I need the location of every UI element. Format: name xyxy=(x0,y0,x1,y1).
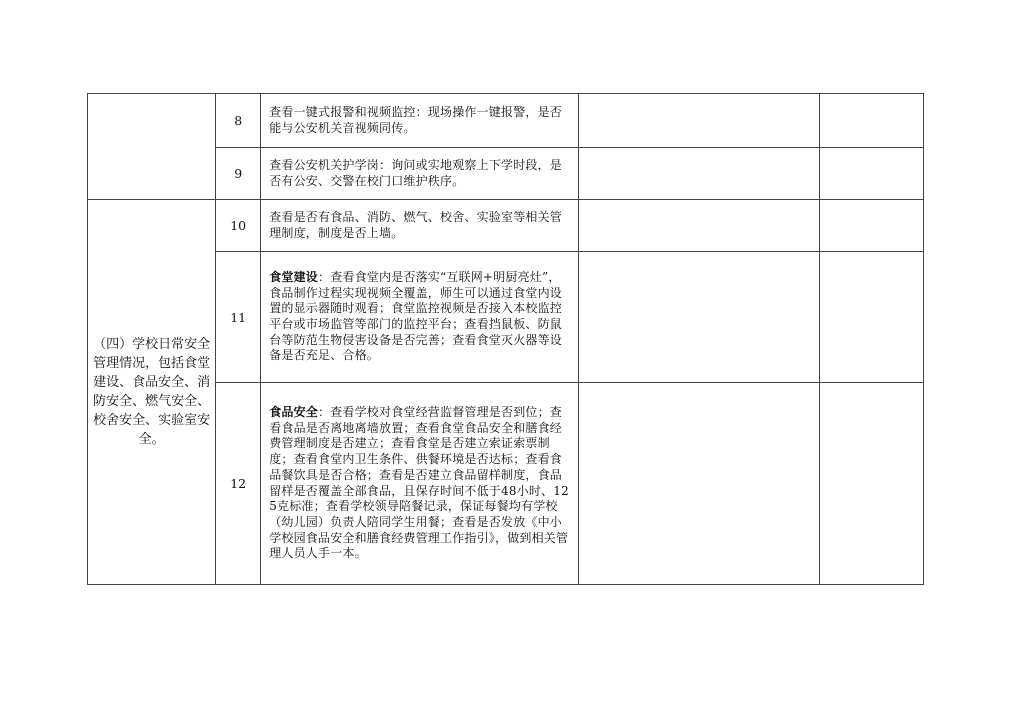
result-cell xyxy=(578,383,819,585)
result-cell xyxy=(578,148,819,200)
item-number: 11 xyxy=(216,252,261,383)
category-cell-continued xyxy=(88,94,216,200)
remark-cell xyxy=(819,252,923,383)
item-text: 查看公安机关护学岗：询问或实地观察上下学时段，是否有公安、交警在校门口维护秩序。 xyxy=(269,157,562,188)
category-cell: （四）学校日常安全管理情况，包括食堂建设、食品安全、消防安全、燃气安全、校舍安全、实验室安全。 xyxy=(88,200,216,585)
item-number: 9 xyxy=(216,148,261,200)
remark-cell xyxy=(819,94,923,148)
table-row xyxy=(88,94,924,148)
item-description xyxy=(261,252,578,383)
item-text: ：查看学校对食堂经营监督管理是否到位；查看食品是否离地离墙放置；查看食堂食品安全和膳食经费管理制度是否建立；查看食堂是否建立索证索票制度；查看食堂内卫生条件、供餐环境是否达标；查看食品餐饮具是否合格；查看是否建立食品留样制度，食品留样是否覆盖全部食品，且保存时间不低于48小时、125克标准；查看学校领导陪餐记录，保证每餐均有学校（幼儿园）负责人陪同学生用餐；查看是否发放《中小学校园食品安全和膳食经费管理工作指引》，做到相关管理人员人手一本。 xyxy=(269,404,569,561)
inspection-checklist-table xyxy=(87,93,924,585)
remark-cell xyxy=(819,148,923,200)
item-number: 10 xyxy=(216,200,261,252)
item-lead: 食品安全 xyxy=(269,404,318,419)
result-cell xyxy=(578,200,819,252)
item-description xyxy=(261,148,578,200)
item-number: 8 xyxy=(216,94,261,148)
item-text: 查看一键式报警和视频监控：现场操作一键报警，是否能与公安机关音视频同传。 xyxy=(269,104,562,135)
remark-cell xyxy=(819,200,923,252)
result-cell xyxy=(578,94,819,148)
result-cell xyxy=(578,252,819,383)
item-lead: 食堂建设 xyxy=(269,269,318,284)
item-text: 查看是否有食品、消防、燃气、校舍、实验室等相关管理制度，制度是否上墙。 xyxy=(269,209,562,240)
table-row xyxy=(88,200,924,252)
item-number: 12 xyxy=(216,383,261,585)
item-description xyxy=(261,200,578,252)
item-description xyxy=(261,383,578,585)
remark-cell xyxy=(819,383,923,585)
item-text: ：查看食堂内是否落实“互联网+明厨亮灶”，食品制作过程实现视频全覆盖，师生可以通过食堂内设置的显示器随时观看；食堂监控视频是否接入本校监控平台或市场监管等部门的监控平台；查看挡鼠板、防鼠台等防范生物侵害设备是否完善；查看食堂灭火器等设备是否充足、合格。 xyxy=(269,269,562,363)
item-description xyxy=(261,94,578,148)
